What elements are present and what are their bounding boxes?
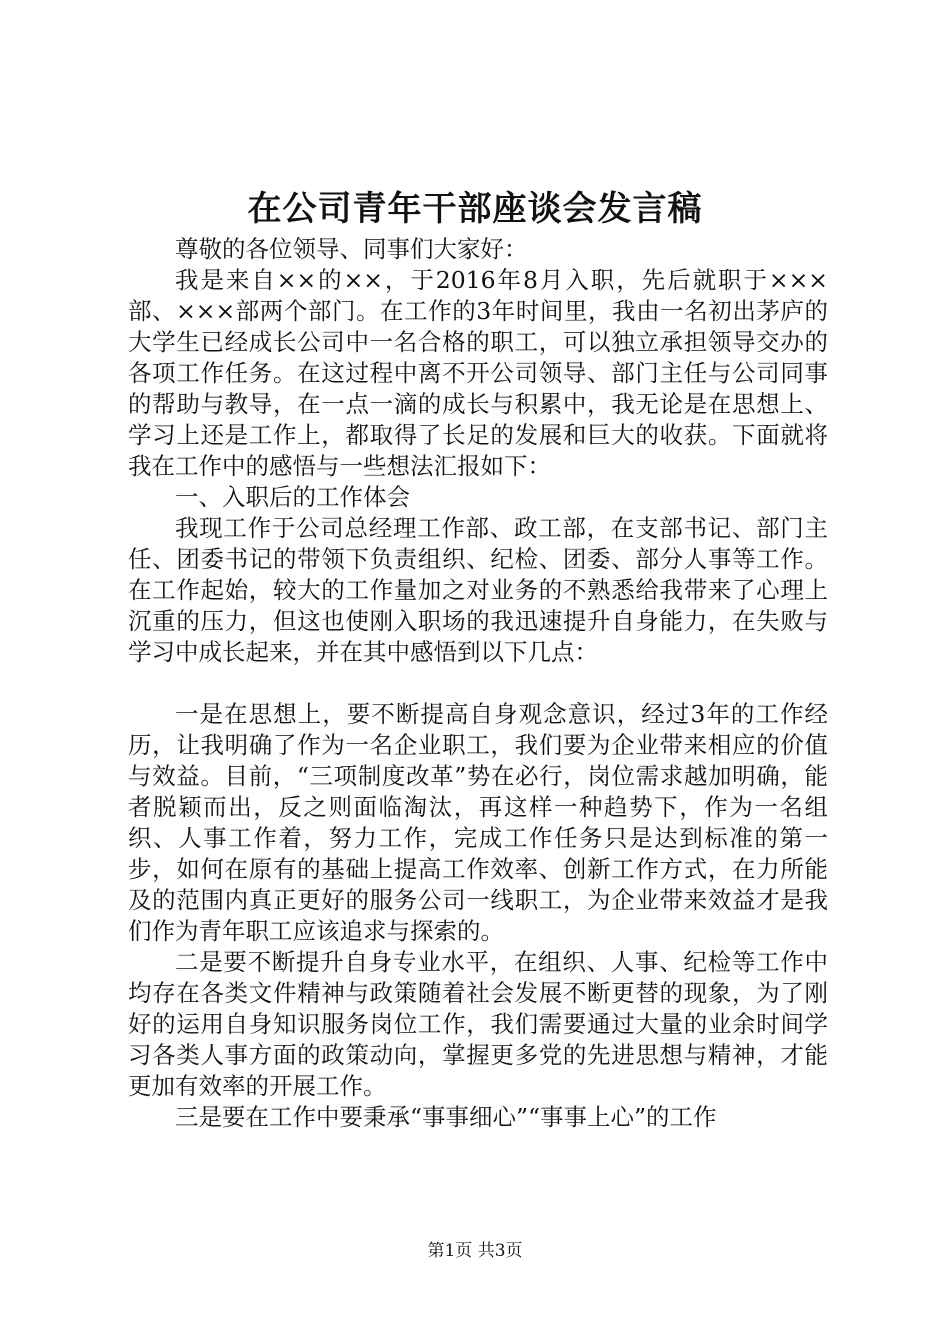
section-paragraph: 我现工作于公司总经理工作部、政工部，在支部书记、部门主任、团委书记的带领下负责组织、纪检、团委、部分人事等工作。在工作起始，较大的工作量加之对业务的不熟悉给我带来了心理上沉重的压力，但这也使刚入职场的我迅速提升自身能力，在失败与学习中成长起来，并在其中感悟到以下几点： (128, 514, 828, 666)
document-title: 在公司青年干部座谈会发言稿 (247, 189, 703, 229)
section-heading: 一、入职后的工作体会 (175, 483, 410, 511)
greeting-paragraph: 尊敬的各位领导、同事们大家好： (175, 235, 528, 263)
page-footer: 第1页 共3页 (427, 1241, 523, 1261)
blank-line (128, 668, 828, 699)
document-body (128, 234, 828, 1133)
point-three-paragraph: 三是要在工作中要秉承“事事细心”“事事上心”的工作 (175, 1103, 717, 1131)
intro-paragraph: 我是来自××的××，于2016年8月入职，先后就职于×××部、×××部两个部门。在工作的3年时间里，我由一名初出茅庐的大学生已经成长公司中一名合格的职工，可以独立承担领导交办的各项工作任务。在这过程中离不开公司领导、部门主任与公司同事的帮助与教导，在一点一滴的成长与积累中，我无论是在思想上、学习上还是工作上，都取得了长足的发展和巨大的收获。下面就将我在工作中的感悟与一些想法汇报如下： (128, 266, 828, 480)
point-two-paragraph: 二是要不断提升自身专业水平，在组织、人事、纪检等工作中均存在各类文件精神与政策随着社会发展不断更替的现象，为了刚好的运用自身知识服务岗位工作，我们需要通过大量的业余时间学习各类人事方面的政策动向，掌握更多党的先进思想与精神，才能更加有效率的开展工作。 (128, 948, 828, 1100)
point-one-paragraph: 一是在思想上，要不断提高自身观念意识，经过3年的工作经历，让我明确了作为一名企业职工，我们要为企业带来相应的价值与效益。目前，“三项制度改革”势在必行，岗位需求越加明确，能者脱颖而出，反之则面临淘汰，再这样一种趋势下，作为一名组织、人事工作着，努力工作，完成工作任务只是达到标准的第一步，如何在原有的基础上提高工作效率、创新工作方式，在力所能及的范围内真正更好的服务公司一线职工，为企业带来效益才是我们作为青年职工应该追求与探索的。 (128, 700, 828, 945)
